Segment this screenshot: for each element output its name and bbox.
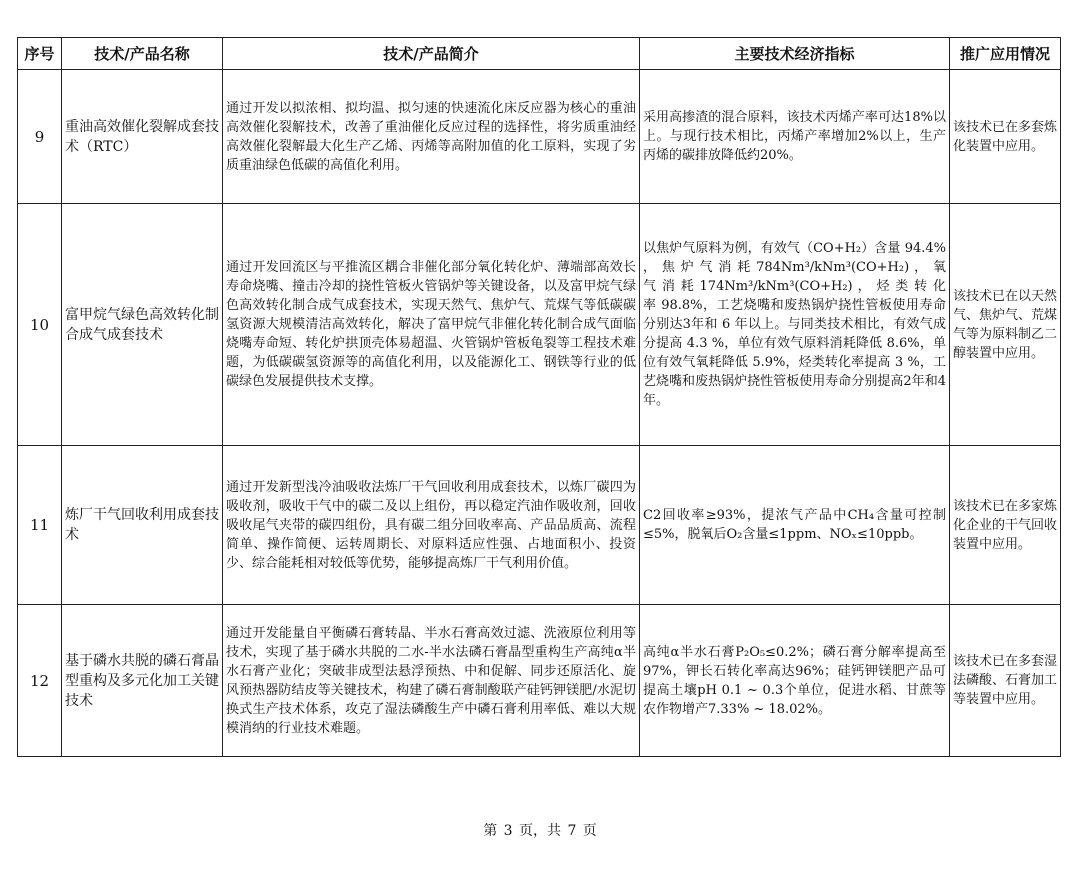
row-application-status: 该技术已在多套湿法磷酸、石膏加工等装置中应用。	[950, 605, 1061, 757]
row-serial-no: 12	[18, 605, 62, 757]
header-tech-name: 技术/产品名称	[62, 38, 223, 70]
header-application-status: 推广应用情况	[950, 38, 1061, 70]
row-tech-name: 重油高效催化裂解成套技术（RTC）	[62, 70, 223, 204]
row-tech-description: 通过开发以拟浓相、拟均温、拟匀速的快速流化床反应器为核心的重油高效催化裂解技术，改善了重油催化反应过程的选择性，将劣质重油经高效催化裂解最大化生产乙烯、丙烯等高附加值的化工原料，实现了劣质重油绿色低碳的高值化利用。	[223, 70, 640, 204]
header-tech-description: 技术/产品简介	[223, 38, 640, 70]
header-serial-no: 序号	[18, 38, 62, 70]
page-footer	[0, 820, 1080, 840]
technology-table	[17, 37, 1061, 757]
row-application-status: 该技术已在多套炼化装置中应用。	[950, 70, 1061, 204]
row-key-metrics: 采用高掺渣的混合原料，该技术丙烯产率可达18%以上。与现行技术相比，丙烯产率增加2%以上，生产丙烯的碳排放降低约20%。	[640, 70, 950, 204]
row-application-status: 该技术已在多家炼化企业的干气回收装置中应用。	[950, 446, 1061, 605]
row-key-metrics: 以焦炉气原料为例，有效气（CO+H₂）含量 94.4% ， 焦 炉 气 消 耗 784Nm³/kNm³(CO+H₂) ， 氧 气 消 耗 174Nm³/kNm³(CO+H₂) ， 烃 类 转 化 率 98.8%，工艺烧嘴和废热锅炉挠性管板使用寿命分别达3年和 6 年以上。与同类技术相比，有效气成分提高 4.3 %，单位有效气原料消耗降低 8.6%，单位有效气氧耗降低 5.9%，烃类转化率提高 3 %，工艺烧嘴和废热锅炉挠性管板使用寿命分别提高2年和4年。	[640, 204, 950, 446]
table-row	[18, 204, 1061, 446]
header-key-metrics: 主要技术经济指标	[640, 38, 950, 70]
row-tech-name: 基于磷水共脱的磷石膏晶型重构及多元化加工关键技术	[62, 605, 223, 757]
row-tech-description: 通过开发新型浅冷油吸收法炼厂干气回收利用成套技术，以炼厂碳四为吸收剂，吸收干气中的碳二及以上组份，再以稳定汽油作吸收剂，回收吸收尾气夹带的碳四组份，具有碳二组分回收率高、产品品质高、流程简单、操作简便、运转周期长、对原料适应性强、占地面积小、投资少、综合能耗相对较低等优势，能够提高炼厂干气利用价值。	[223, 446, 640, 605]
row-serial-no: 10	[18, 204, 62, 446]
table-row	[18, 446, 1061, 605]
row-tech-name: 炼厂干气回收利用成套技术	[62, 446, 223, 605]
table-row	[18, 605, 1061, 757]
row-key-metrics: C2回收率≥93%，提浓气产品中CH₄含量可控制≤5%，脱氧后O₂含量≤1ppm、NOₓ≤10ppb。	[640, 446, 950, 605]
row-tech-description: 通过开发能量自平衡磷石膏转晶、半水石膏高效过滤、洗液原位利用等技术，实现了基于磷水共脱的二水-半水法磷石膏晶型重构生产高纯α半水石膏产业化；突破非成型法悬浮预热、中和促解、同步还原活化、旋风预热器防结皮等关键技术，构建了磷石膏制酸联产硅钙钾镁肥/水泥切换式生产技术体系，攻克了湿法磷酸生产中磷石膏利用率低、难以大规模消纳的行业技术难题。	[223, 605, 640, 757]
row-key-metrics: 高纯α半水石膏P₂O₅≤0.2%；磷石膏分解率提高至97%，钾长石转化率高达96%；硅钙钾镁肥产品可提高土壤pH 0.1 ~ 0.3个单位，促进水稻、甘蔗等农作物增产7.33% ~ 18.02%。	[640, 605, 950, 757]
table-header-row	[18, 38, 1061, 70]
page-number: 第 3 页，共 7 页	[483, 823, 597, 839]
row-serial-no: 9	[18, 70, 62, 204]
row-application-status: 该技术已在以天然气、焦炉气、荒煤气等为原料制乙二醇装置中应用。	[950, 204, 1061, 446]
table-row	[18, 70, 1061, 204]
row-tech-name: 富甲烷气绿色高效转化制合成气成套技术	[62, 204, 223, 446]
row-tech-description: 通过开发回流区与平推流区耦合非催化部分氧化转化炉、薄端部高效长寿命烧嘴、撞击冷却的挠性管板火管锅炉等关键设备，以及富甲烷气绿色高效转化制合成气成套技术，实现天然气、焦炉气、荒煤气等低碳碳氢资源大规模清洁高效转化，解决了富甲烷气非催化转化制合成气面临烧嘴寿命短、转化炉拱顶壳体易超温、火管锅炉管板龟裂等工程技术难题，为低碳碳氢资源等的高值化利用，以及能源化工、钢铁等行业的低碳绿色发展提供技术支撑。	[223, 204, 640, 446]
row-serial-no: 11	[18, 446, 62, 605]
